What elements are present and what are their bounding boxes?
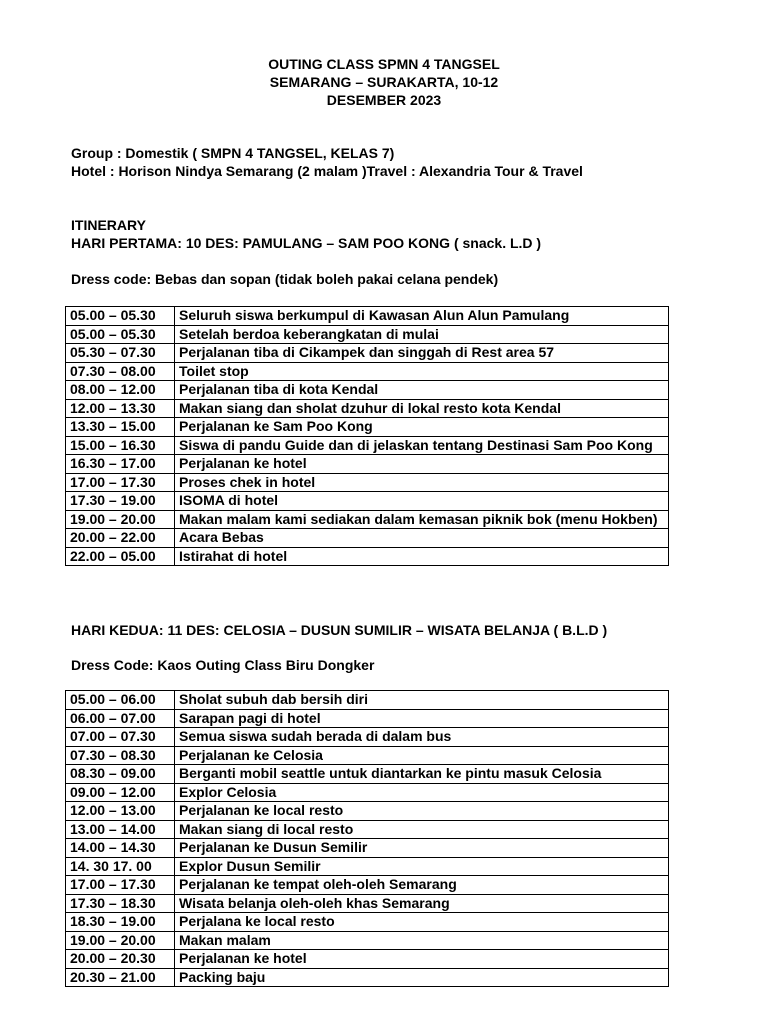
- schedule-activity: Perjalanan ke local resto: [175, 802, 669, 821]
- schedule-activity: Acara Bebas: [175, 529, 669, 548]
- schedule-time: 09.00 – 12.00: [66, 783, 175, 802]
- schedule-activity: Wisata belanja oleh-oleh khas Semarang: [175, 894, 669, 913]
- schedule-time: 22.00 – 05.00: [66, 547, 175, 566]
- schedule-time: 15.00 – 16.30: [66, 436, 175, 455]
- day2-schedule-table: [65, 690, 669, 987]
- schedule-activity: Setelah berdoa keberangkatan di mulai: [175, 325, 669, 344]
- schedule-activity: Perjalanan tiba di kota Kendal: [175, 381, 669, 400]
- schedule-activity: Berganti mobil seattle untuk diantarkan ke pintu masuk Celosia: [175, 765, 669, 784]
- schedule-row: [66, 473, 669, 492]
- day1-dress-code: Dress code: Bebas dan sopan (tidak boleh pakai celana pendek): [71, 271, 499, 287]
- day1-schedule-body: [66, 307, 669, 566]
- schedule-row: [66, 746, 669, 765]
- schedule-row: [66, 728, 669, 747]
- schedule-activity: Perjalanan ke hotel: [175, 455, 669, 474]
- schedule-time: 14.00 – 14.30: [66, 839, 175, 858]
- schedule-activity: Perjalanan ke Sam Poo Kong: [175, 418, 669, 437]
- schedule-row: [66, 510, 669, 529]
- schedule-row: [66, 894, 669, 913]
- schedule-activity: ISOMA di hotel: [175, 492, 669, 511]
- schedule-row: [66, 344, 669, 363]
- schedule-activity: Perjalanan ke hotel: [175, 950, 669, 969]
- title-line-3: DESEMBER 2023: [326, 92, 442, 108]
- schedule-activity: Packing baju: [175, 968, 669, 987]
- schedule-row: [66, 307, 669, 326]
- schedule-time: 05.00 – 05.30: [66, 325, 175, 344]
- schedule-time: 17.00 – 17.30: [66, 876, 175, 895]
- day2-schedule-body: [66, 691, 669, 987]
- schedule-row: [66, 709, 669, 728]
- schedule-activity: Seluruh siswa berkumpul di Kawasan Alun Alun Pamulang: [175, 307, 669, 326]
- schedule-activity: Perjalanan ke tempat oleh-oleh Semarang: [175, 876, 669, 895]
- schedule-row: [66, 931, 669, 950]
- schedule-time: 14. 30 17. 00: [66, 857, 175, 876]
- schedule-row: [66, 913, 669, 932]
- schedule-activity: Makan siang di local resto: [175, 820, 669, 839]
- schedule-time: 05.30 – 07.30: [66, 344, 175, 363]
- schedule-activity: Makan malam: [175, 931, 669, 950]
- schedule-time: 12.00 – 13.00: [66, 802, 175, 821]
- schedule-activity: Perjalanan ke Dusun Semilir: [175, 839, 669, 858]
- title-line-1: OUTING CLASS SPMN 4 TANGSEL: [268, 56, 500, 72]
- schedule-time: 17.00 – 17.30: [66, 473, 175, 492]
- schedule-time: 20.30 – 21.00: [66, 968, 175, 987]
- schedule-row: [66, 876, 669, 895]
- schedule-activity: Explor Dusun Semilir: [175, 857, 669, 876]
- schedule-time: 07.30 – 08.00: [66, 362, 175, 381]
- schedule-activity: Perjalanan tiba di Cikampek dan singgah di Rest area 57: [175, 344, 669, 363]
- schedule-activity: Siswa di pandu Guide dan di jelaskan tentang Destinasi Sam Poo Kong: [175, 436, 669, 455]
- schedule-activity: Perjalana ke local resto: [175, 913, 669, 932]
- schedule-row: [66, 783, 669, 802]
- schedule-row: [66, 691, 669, 710]
- schedule-time: 13.30 – 15.00: [66, 418, 175, 437]
- schedule-time: 18.30 – 19.00: [66, 913, 175, 932]
- schedule-time: 07.30 – 08.30: [66, 746, 175, 765]
- schedule-row: [66, 820, 669, 839]
- schedule-row: [66, 839, 669, 858]
- schedule-activity: Sarapan pagi di hotel: [175, 709, 669, 728]
- schedule-time: 08.30 – 09.00: [66, 765, 175, 784]
- schedule-activity: Sholat subuh dab bersih diri: [175, 691, 669, 710]
- schedule-time: 05.00 – 05.30: [66, 307, 175, 326]
- schedule-activity: Explor Celosia: [175, 783, 669, 802]
- schedule-time: 19.00 – 20.00: [66, 510, 175, 529]
- schedule-time: 17.30 – 18.30: [66, 894, 175, 913]
- schedule-row: [66, 399, 669, 418]
- schedule-row: [66, 492, 669, 511]
- itinerary-heading: ITINERARY: [71, 217, 146, 233]
- schedule-row: [66, 857, 669, 876]
- schedule-row: [66, 547, 669, 566]
- schedule-row: [66, 455, 669, 474]
- day1-schedule-table: [65, 306, 669, 566]
- schedule-row: [66, 802, 669, 821]
- schedule-activity: Proses chek in hotel: [175, 473, 669, 492]
- schedule-row: [66, 381, 669, 400]
- schedule-activity: Istirahat di hotel: [175, 547, 669, 566]
- schedule-time: 20.00 – 22.00: [66, 529, 175, 548]
- schedule-time: 19.00 – 20.00: [66, 931, 175, 950]
- schedule-row: [66, 529, 669, 548]
- schedule-row: [66, 436, 669, 455]
- hotel-info: Hotel : Horison Nindya Semarang (2 malam )Travel : Alexandria Tour & Travel: [71, 163, 583, 179]
- title-line-2: SEMARANG – SURAKARTA, 10-12: [269, 74, 499, 90]
- schedule-time: 17.30 – 19.00: [66, 492, 175, 511]
- schedule-time: 20.00 – 20.30: [66, 950, 175, 969]
- schedule-row: [66, 325, 669, 344]
- schedule-row: [66, 968, 669, 987]
- schedule-time: 05.00 – 06.00: [66, 691, 175, 710]
- group-info: Group : Domestik ( SMPN 4 TANGSEL, KELAS 7): [71, 145, 395, 161]
- schedule-row: [66, 950, 669, 969]
- schedule-activity: Makan malam kami sediakan dalam kemasan piknik bok (menu Hokben): [175, 510, 669, 529]
- schedule-time: 07.00 – 07.30: [66, 728, 175, 747]
- schedule-activity: Toilet stop: [175, 362, 669, 381]
- day2-dress-code: Dress Code: Kaos Outing Class Biru Dongker: [71, 657, 375, 673]
- day2-heading: HARI KEDUA: 11 DES: CELOSIA – DUSUN SUMILIR – WISATA BELANJA ( B.L.D ): [71, 622, 608, 638]
- schedule-time: 08.00 – 12.00: [66, 381, 175, 400]
- schedule-activity: Semua siswa sudah berada di dalam bus: [175, 728, 669, 747]
- schedule-time: 12.00 – 13.30: [66, 399, 175, 418]
- schedule-activity: Makan siang dan sholat dzuhur di lokal resto kota Kendal: [175, 399, 669, 418]
- schedule-time: 16.30 – 17.00: [66, 455, 175, 474]
- day1-heading: HARI PERTAMA: 10 DES: PAMULANG – SAM POO KONG ( snack. L.D ): [71, 235, 542, 251]
- schedule-row: [66, 362, 669, 381]
- schedule-time: 06.00 – 07.00: [66, 709, 175, 728]
- document-title: [0, 55, 768, 109]
- schedule-row: [66, 418, 669, 437]
- schedule-time: 13.00 – 14.00: [66, 820, 175, 839]
- schedule-row: [66, 765, 669, 784]
- schedule-activity: Perjalanan ke Celosia: [175, 746, 669, 765]
